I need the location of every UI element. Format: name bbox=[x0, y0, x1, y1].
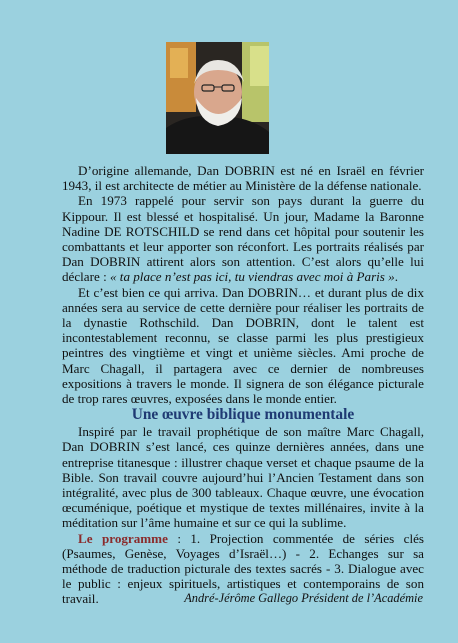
program-label: Le programme bbox=[78, 530, 168, 546]
bio-paragraph-2-text: En 1973 rappelé pour servir son pays durant la guerre du Kippour. Il est blessé et hospitalisé. Un jour, Madame la Baronne Nadine DE ROTSCHILD se rend dans cet hôpital pour soutenir les combattants et leur apporter son réconfort. Les portraits réalisés par Dan DOBRIN attirent alors son attention. C’est alors qu’elle lui déclare : bbox=[62, 193, 424, 285]
section-title: Une œuvre biblique monumentale bbox=[131, 406, 355, 424]
bio-paragraph-3: Et c’est bien ce qui arriva. Dan DOBRIN… et durant plus de dix années sera au service de cette dernière pour réaliser les portraits de la dynastie Rothschild. Dan DOBRIN, dont le talent est incontestablement reconnu, se classe parmi les plus prestigieux peintres des vingtième et vingt et unième siècles. Ami proche de Marc Chagall, il partagera avec ce dernier de nombreuses expositions à travers le monde. Il signera de son élégance picturale de trop rares œuvres, exposées dans le monde entier. bbox=[62, 284, 424, 407]
section-paragraph-1: Inspiré par le travail prophétique de son maître Marc Chagall, Dan DOBRIN s’est lancé, ces quinze dernières années, dans une entreprise titanesque : illustrer chaque verset et chaque psaume de la Bible. Son travail couvre aujourd’hui l’Ancien Testament dans son intégralité, avec plus de 300 tableaux. Chaque œuvre, une évocation œcuménique, poétique et mystique de textes millénaires, invite à la méditation sur l’âme humaine et sur ce qui la sublime. bbox=[62, 424, 424, 531]
portrait-photo-icon bbox=[166, 42, 269, 154]
bio-paragraph-2 bbox=[62, 193, 424, 284]
bio-paragraph-1: D’origine allemande, Dan DOBRIN est né en Israël en février 1943, il est architecte de métier au Ministère de la défense nationale. bbox=[62, 163, 424, 194]
signature: André-Jérôme Gallego Président de l’Académie bbox=[184, 591, 423, 605]
program-text: : 1. Projection commentée de séries clés (Psaumes, Genèse, Voyages d’Israël…) - 2. Echanges sur sa méthode de traduction picturale des textes sacrés - 3. Dialogue avec le public : enjeux spirituels, artistiques et contemporains de son travail. bbox=[62, 530, 424, 607]
baronne-quote: « ta place n’est pas ici, tu viendras avec moi à Paris » bbox=[109, 269, 395, 285]
body-text bbox=[62, 163, 424, 607]
bio-paragraph-2-end: . bbox=[394, 269, 399, 285]
portrait-photo bbox=[166, 42, 269, 154]
